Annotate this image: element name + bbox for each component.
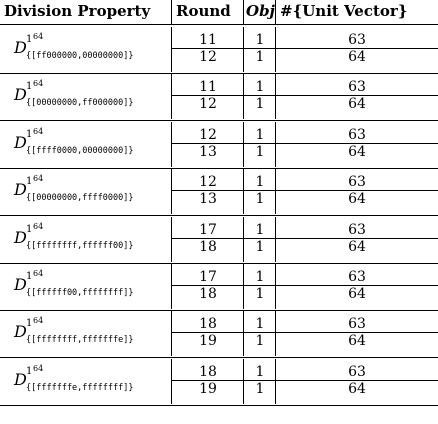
unit-vector-cell: 64 <box>348 333 366 350</box>
dp-superscript-64: 64 <box>33 174 44 184</box>
dp-script: D <box>14 180 27 200</box>
table-group <box>0 216 438 263</box>
unit-vector-cell: 63 <box>348 269 366 285</box>
table-group <box>0 168 438 215</box>
dp-subscript: {[00000000,ffff0000]} <box>26 193 134 204</box>
obj-cell: 1 <box>255 238 265 255</box>
dp-superscript-64: 64 <box>33 269 44 278</box>
round-cell: 17 <box>199 221 217 238</box>
dp-superscript-1: 1 <box>26 271 33 282</box>
header-obj: Obj <box>246 2 275 20</box>
round-cell: 19 <box>199 380 217 397</box>
round-cell: 19 <box>199 333 217 350</box>
table-group <box>0 263 438 310</box>
dp-script: D <box>14 38 27 57</box>
dp-superscript-64: 64 <box>33 316 44 326</box>
round-cell: 18 <box>199 286 217 302</box>
obj-cell: 1 <box>255 79 265 96</box>
obj-cell: 1 <box>255 333 265 350</box>
dp-subscript: {[fffffffe,ffffffff]} <box>26 382 134 393</box>
header-divider-1 <box>171 0 172 24</box>
obj-cell: 1 <box>255 143 265 160</box>
dp-subscript: {[ffffff00,ffffffff]} <box>26 288 134 298</box>
dp-subscript: {[ffff0000,00000000]} <box>26 145 134 156</box>
bottom-rule <box>0 405 438 406</box>
dp-superscript-1: 1 <box>26 176 33 188</box>
division-property-cell <box>14 174 170 214</box>
table-group <box>0 310 438 357</box>
dp-script: D <box>14 369 27 389</box>
unit-vector-cell: 63 <box>348 79 366 96</box>
division-property-cell <box>14 32 170 72</box>
unit-vector-cell: 63 <box>348 174 366 191</box>
unit-vector-cell: 64 <box>348 238 366 255</box>
dp-superscript-1: 1 <box>26 365 33 377</box>
obj-cell: 1 <box>255 191 265 208</box>
obj-cell: 1 <box>255 221 265 238</box>
dp-superscript-64: 64 <box>33 221 44 231</box>
header-round: Round <box>176 2 231 20</box>
dp-subscript: {[ffffffff,fffffffe]} <box>26 335 134 346</box>
dp-subscript: {[00000000,ff000000]} <box>26 98 134 109</box>
obj-cell: 1 <box>255 380 265 397</box>
round-cell: 12 <box>199 126 217 143</box>
round-cell: 13 <box>199 191 217 208</box>
unit-vector-cell: 63 <box>348 221 366 238</box>
unit-vector-cell: 63 <box>348 316 366 333</box>
round-cell: 17 <box>199 269 217 285</box>
table-header <box>0 0 438 24</box>
unit-vector-cell: 64 <box>348 49 366 65</box>
unit-vector-cell: 63 <box>348 126 366 143</box>
dp-script: D <box>14 322 27 342</box>
round-cell: 11 <box>199 32 217 48</box>
dp-subscript: {[ffffffff,ffffff00]} <box>26 240 134 251</box>
table-group <box>0 26 438 73</box>
obj-cell: 1 <box>255 363 265 380</box>
dp-superscript-64: 64 <box>33 363 44 373</box>
obj-cell: 1 <box>255 126 265 143</box>
obj-cell: 1 <box>255 174 265 191</box>
header-division-property: Division Property <box>4 2 151 20</box>
dp-superscript-1: 1 <box>26 318 33 330</box>
table-group <box>0 73 438 120</box>
dp-script: D <box>14 85 27 105</box>
division-property-cell <box>14 364 170 404</box>
dp-superscript-1: 1 <box>26 128 33 140</box>
obj-cell: 1 <box>255 49 265 65</box>
unit-vector-cell: 64 <box>348 96 366 113</box>
division-property-cell <box>14 269 170 309</box>
obj-cell: 1 <box>255 32 265 48</box>
round-cell: 12 <box>199 96 217 113</box>
unit-vector-cell: 64 <box>348 380 366 397</box>
table-group <box>0 121 438 168</box>
header-unit-vector: #{Unit Vector} <box>280 2 408 20</box>
round-cell: 18 <box>199 363 217 380</box>
dp-subscript: {[ff000000,00000000]} <box>26 51 134 61</box>
unit-vector-cell: 63 <box>348 32 366 48</box>
division-property-cell <box>14 127 170 167</box>
dp-superscript-1: 1 <box>26 81 33 93</box>
unit-vector-cell: 64 <box>348 191 366 208</box>
dp-superscript-64: 64 <box>33 79 44 89</box>
obj-cell: 1 <box>255 269 265 285</box>
dp-superscript-1: 1 <box>26 223 33 235</box>
dp-script: D <box>14 132 27 152</box>
obj-cell: 1 <box>255 96 265 113</box>
dp-superscript-64: 64 <box>33 126 44 136</box>
round-cell: 12 <box>199 174 217 191</box>
table-group <box>0 358 438 405</box>
round-cell: 13 <box>199 143 217 160</box>
unit-vector-cell: 64 <box>348 143 366 160</box>
round-cell: 12 <box>199 49 217 65</box>
dp-script: D <box>14 275 27 294</box>
header-divider-2 <box>243 0 244 24</box>
dp-script: D <box>14 227 27 247</box>
round-cell: 18 <box>199 316 217 333</box>
header-divider-3 <box>275 0 276 24</box>
unit-vector-cell: 63 <box>348 363 366 380</box>
round-cell: 11 <box>199 79 217 96</box>
dp-superscript-64: 64 <box>33 32 44 41</box>
obj-cell: 1 <box>255 286 265 302</box>
dp-superscript-1: 1 <box>26 34 33 45</box>
division-property-cell <box>14 222 170 262</box>
division-property-cell <box>14 79 170 119</box>
division-property-cell <box>14 316 170 356</box>
header-rule <box>0 24 438 25</box>
obj-cell: 1 <box>255 316 265 333</box>
unit-vector-cell: 64 <box>348 286 366 302</box>
round-cell: 18 <box>199 238 217 255</box>
